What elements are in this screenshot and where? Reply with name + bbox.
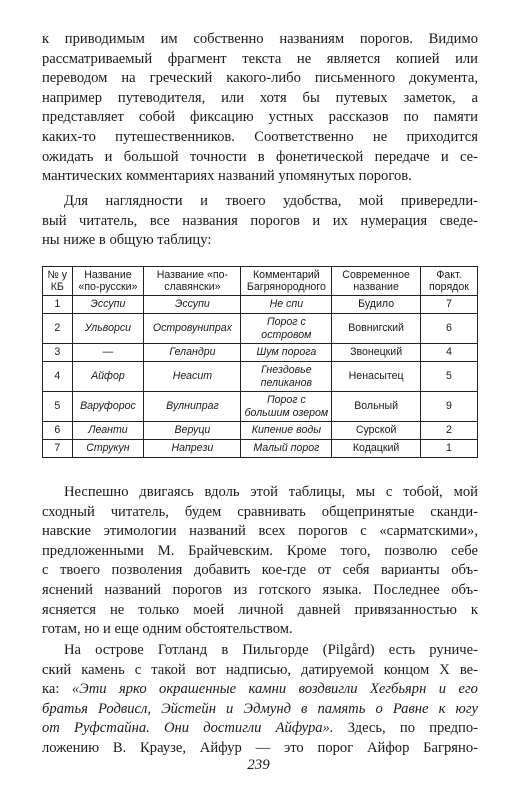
top-paragraph	[42, 30, 478, 187]
table-cell: Эссупи	[144, 296, 241, 314]
table-cell: 3	[43, 344, 73, 362]
text-line: к приводимым им собственно названиям порогов. Видимо	[42, 31, 478, 47]
table-cell: Порог с островом	[241, 314, 332, 344]
table-cell: Кодацкий	[332, 440, 421, 458]
table-cell: Вовнигский	[332, 314, 421, 344]
header-commentary: Комментарий Багрянородного	[241, 267, 332, 296]
text-line: мантических комментариях названий упомянутых порогов.	[42, 168, 412, 185]
rune-stone-quote: братья Родвисл, Эйстейн и Эдмунд в память о Равне к югу	[42, 700, 478, 717]
table-row	[43, 344, 478, 362]
table-cell: Сурской	[332, 422, 421, 440]
table-cell: 7	[420, 296, 477, 314]
table-cell: Островунипрах	[144, 314, 241, 344]
table-cell: Неасит	[144, 362, 241, 392]
table-cell: Порог с большим озером	[241, 392, 332, 422]
page-number: 239	[247, 757, 270, 773]
text-line	[42, 680, 478, 700]
table-cell: Эссупи	[72, 296, 144, 314]
table-cell: Варуфорос	[72, 392, 144, 422]
table-cell: 4	[420, 344, 477, 362]
table-cell: Вольный	[332, 392, 421, 422]
table-cell: Гнездовье пеликанов	[241, 362, 332, 392]
table-row	[43, 362, 478, 392]
table-cell: Ульворси	[72, 314, 144, 344]
text-line: Для наглядности и твоего удобства, мой привередли-	[64, 193, 478, 209]
table-row	[43, 314, 478, 344]
text-line: ложению В. Краузе, Айфур — это порог Айфор Багряно-	[42, 739, 478, 756]
text-line: ский камень с такой вот надписью, датируемой концом X ве-	[42, 661, 478, 678]
table-row	[43, 296, 478, 314]
table-cell: Вулнипраг	[144, 392, 241, 422]
header-slavic-name: Название «по-славянски»	[144, 267, 241, 296]
text-line: каких-то путешественников. Соответственно не приходится	[42, 128, 478, 145]
table-cell: 2	[420, 422, 477, 440]
table-cell: 1	[420, 440, 477, 458]
table-cell: —	[72, 344, 144, 362]
text-line: вый читатель, все названия порогов и их нумерация сведе-	[42, 212, 478, 229]
table-cell: Геландри	[144, 344, 241, 362]
middle-paragraph	[42, 483, 478, 640]
intro-paragraph	[42, 192, 478, 251]
table-cell: Леанти	[72, 422, 144, 440]
text-line: например путеводителя, или хотя бы путевых заметок, а	[42, 89, 478, 106]
text-line	[42, 700, 478, 720]
table-cell: Ненасытец	[332, 362, 421, 392]
table-cell: 6	[43, 422, 73, 440]
table-cell: Малый порог	[241, 440, 332, 458]
text-line: ны ниже в общую таблицу:	[42, 232, 212, 249]
table-cell: 5	[420, 362, 477, 392]
table-cell: Будило	[332, 296, 421, 314]
text-line: предложенными М. Брайчевским. Кроме того, позволю себе	[42, 542, 478, 559]
text-line: с твоего позволения добавить кое-где от себя варианты объ-	[42, 562, 478, 579]
text-line: рассматриваемый фрагмент текста не является копией или	[42, 50, 478, 67]
text-fragment: ка:	[42, 681, 72, 698]
table-cell: 7	[43, 440, 73, 458]
text-line: сходный читатель, будем сравнивать общепринятые сканди-	[42, 503, 478, 520]
header-russian-name: Название «по-русски»	[72, 267, 144, 296]
table-cell: Айфор	[72, 362, 144, 392]
text-line: яснений названий порогов из готского языка. Последнее объ-	[42, 581, 478, 598]
last-paragraph	[42, 641, 478, 759]
table-cell: 6	[420, 314, 477, 344]
rune-stone-quote: от Руфстайна. Они достигли Айфура».	[42, 720, 334, 737]
rune-stone-quote: «Эти ярко окрашенные камни воздвигли Хегбьярн и его	[71, 681, 478, 698]
header-actual-order: Факт. порядок	[420, 267, 477, 296]
text-line: На острове Готланд в Пильгорде (Pilgård) есть руниче-	[64, 642, 478, 658]
table-cell: Веруци	[144, 422, 241, 440]
table-row	[43, 422, 478, 440]
text-line	[42, 719, 478, 739]
header-modern-name: Современное название	[332, 267, 421, 296]
text-line: переводом на греческий какого-либо письменного документа,	[42, 70, 478, 87]
table-cell: Не спи	[241, 296, 332, 314]
text-line: Неспешно двигаясь вдоль этой таблицы, мы с тобой, мой	[64, 484, 478, 500]
table-row	[43, 440, 478, 458]
table-cell: Напрези	[144, 440, 241, 458]
text-line: ясняется не только моей личной давней привязанностью к	[42, 601, 478, 618]
text-line: готам, но и еще одним обстоятельством.	[42, 621, 293, 638]
header-number: № у КБ	[43, 267, 73, 296]
text-line: навские этимологии названий всех порогов с «сарматскими»,	[42, 523, 478, 540]
table-cell: 5	[43, 392, 73, 422]
text-line: ожидать и большой точности в фонетической передаче и се-	[42, 148, 478, 165]
table-cell: Шум порога	[241, 344, 332, 362]
thresholds-table	[42, 266, 478, 458]
table-cell: Звонецкий	[332, 344, 421, 362]
table-cell: 2	[43, 314, 73, 344]
table-cell: 1	[43, 296, 73, 314]
text-fragment: Здесь, по предпо-	[333, 720, 478, 737]
text-line: представляет собой фиксацию устных рассказов по памяти	[42, 109, 478, 126]
table-row	[43, 392, 478, 422]
table-cell: 9	[420, 392, 477, 422]
table-cell: Кипение воды	[241, 422, 332, 440]
table-cell: 4	[43, 362, 73, 392]
table-cell: Струкун	[72, 440, 144, 458]
table-header-row	[43, 267, 478, 296]
